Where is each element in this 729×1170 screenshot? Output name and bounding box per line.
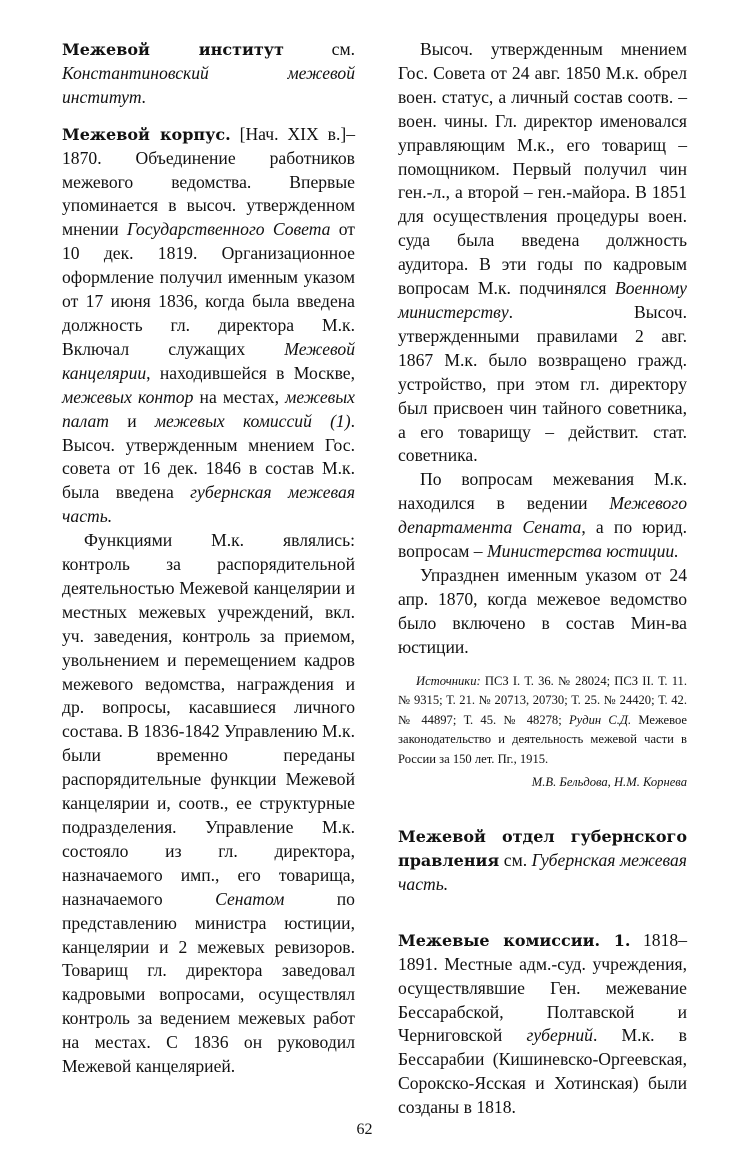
- paragraph-subordination: По вопросам межевания М.к. находился в ведении Межевого департамента Сената, а по юрид. вопросам – Министерства юстиции.: [398, 469, 687, 562]
- entry-headword: Межевые комиссии. 1.: [398, 930, 631, 950]
- sources-text: Источники: ПСЗ I. Т. 36. № 28024; ПСЗ II. Т. 11. № 9315; Т. 21. № 20713, 20730; Т. 25. № 24420; Т. 42. № 44897; Т. 45. № 48278; Рудин С.Д. Межевое законодательство и деятельность межевой части в России за 150 лет. Пг., 1915.: [398, 673, 688, 766]
- entry-headword: Межевой институт: [62, 40, 284, 59]
- entry-mezhevoy-korpus: Межевой корпус. [Нач. XIX в.]–1870. Объединение работников межевого ведомства. Впервые упоминается в высоч. утвержденном мнении Государственного Совета от 10 дек. 1819. Организационное оформление получил именным указом от 17 июня 1836, когда была введена должность гл. директора М.к. Включал служащих Межевой канцелярии, находившейся в Москве, межевых контор на местах, межевых палат и межевых комиссий (1). Высоч. утвержденным мнением Гос. совета от 16 дек. 1846 в состав М.к. была введена губернская межевая часть.: [62, 123, 355, 527]
- entry-mezhevoy-otdel: Межевой отдел губернского правления см. Губернская межевая часть.: [398, 827, 687, 894]
- paragraph-abolished: Упразднен именным указом от 24 апр. 1870, когда межевое ведомство было включено в состав Мин-ва юстиции.: [398, 564, 687, 657]
- authors: М.В. Бельдова, Н.М. Корнева: [531, 775, 687, 790]
- sources-block: [398, 672, 687, 770]
- entry-headword: Межевой отдел губернского правления: [398, 827, 687, 870]
- entry-mezhevoy-institut: Межевой институт см. Константиновский межевой институт.: [62, 39, 355, 107]
- sources-label: Источники:: [416, 673, 481, 688]
- paragraph-military-status: Высоч. утвержденным мнением Гос. Совета от 24 авг. 1850 М.к. обрел воен. статус, а личный состав соотв. – воен. чины. Гл. директор именовался управляющим М.к., его товарищ – помощником. Первый получил чин ген.-л., а второй – ген.-майора. В 1851 для осуществления процедуры воен. суда была введена должность аудитора. В эти годы по кадровым вопросам М.к. подчинялся Военному министерству. Высоч. утвержденными правилами 2 авг. 1867 М.к. было возвращено гражд. устройство, при этом гл. директору был присвоен чин тайного советника, а его товарищу – действит. стат. советника.: [398, 39, 687, 466]
- cross-reference: Константиновский межевой институт.: [62, 62, 355, 107]
- entry-mezhevye-komissii: Межевые комиссии. 1. 1818–1891. Местные адм.-суд. учреждения, осуществлявшие Ген. межевание Бессарабской, Полтавской и Черниговской губерний. М.к. в Бессарабии (Кишиневско-Оргеевская, Сорокско-Ясская и Хотинская) были созданы в 1818.: [398, 929, 687, 1118]
- entry-headword: Межевой корпус.: [62, 124, 231, 144]
- page-number: 62: [356, 1121, 373, 1138]
- right-column: [398, 38, 687, 1120]
- paragraph-functions: Функциями М.к. являлись: контроль за распорядительной деятельностью Межевой канцелярии и местных межевых учреждений, вкл. уч. заведения, контроль за приемом, увольнением и перемещением кадров межевого ведомства, награждения и др. вопросы, касавшиеся личного состава. В 1836-1842 Управлению М.к. были временно переданы распорядительные функции Межевой канцелярии и, соотв., ее структурные подразделения. Управление М.к. состояло из гл. директора, назначаемого имп., его товарища, назначаемого Сенатом по представлению министра юстиции, канцелярии и 2 межевых ревизоров. Товарищ гл. директора заведовал кадровыми вопросами, осуществлял контроль за ведением межевых работ на местах. С 1836 он руководил Межевой канцелярией.: [62, 530, 355, 1077]
- cross-reference: Губернская межевая часть.: [398, 849, 687, 894]
- left-column: [62, 38, 355, 1079]
